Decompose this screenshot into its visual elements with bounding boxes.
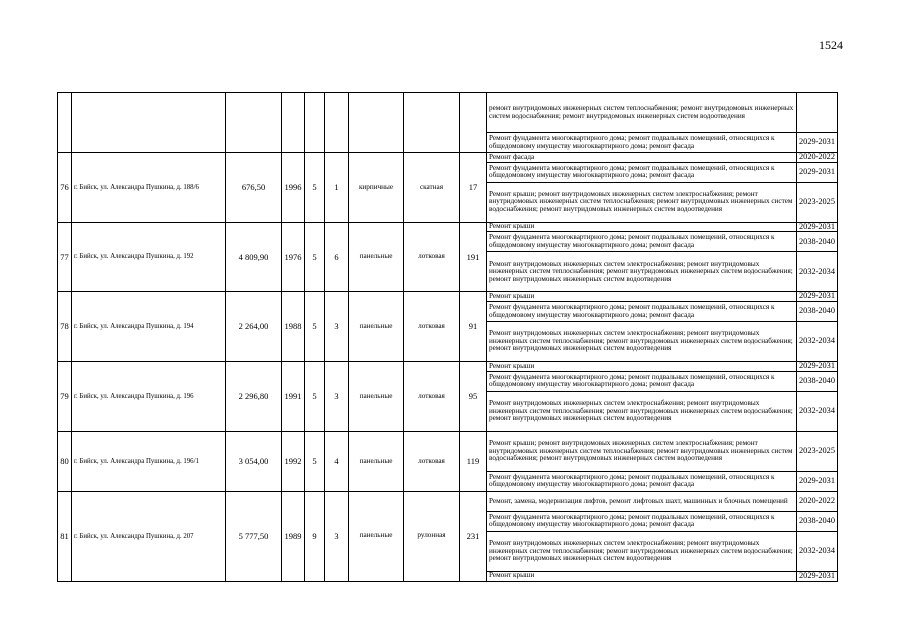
work-description: Ремонт крыши; ремонт внутридомовых инженерных систем электроснабжения; ремонт внутридомовых инженерных систем теплоснабжения; ремонт внутридомовых инженерных систем водоснабжения; ремонт внутридомовых инженерных систем водоотведения — [487, 182, 797, 222]
entrance-count: 4 — [325, 431, 349, 491]
work-period: 2032-2034 — [797, 322, 838, 362]
building-area: 5 777,50 — [226, 491, 282, 581]
table-row — [58, 491, 838, 511]
wall-material: кирпичные — [349, 153, 404, 223]
work-period: 2020-2022 — [797, 153, 838, 163]
work-description: Ремонт фундамента многоквартирного дома; ремонт подвальных помещений, относящихся к общедомовому имуществу многоквартирного дома; ремонт фасада — [487, 302, 797, 322]
building-address: г. Бийск, ул. Александра Пушкина, д. 188/6 — [72, 153, 226, 223]
flat-count: 91 — [460, 292, 487, 362]
work-description: Ремонт фундамента многоквартирного дома; ремонт подвальных помещений, относящихся к общедомовому имуществу многоквартирного дома; ремонт фасада — [487, 511, 797, 531]
build-year: 1976 — [282, 222, 305, 292]
work-period: 2029-2031 — [797, 362, 838, 372]
work-period: 2029-2031 — [797, 162, 838, 182]
work-period: 2029-2031 — [797, 133, 838, 153]
work-description: Ремонт крыши — [487, 292, 797, 302]
building-area: 2 264,00 — [226, 292, 282, 362]
row-number: 78 — [58, 292, 72, 362]
build-year: 1996 — [282, 153, 305, 223]
flats-cell — [460, 93, 487, 153]
row-number: 76 — [58, 153, 72, 223]
work-period: 2023-2025 — [797, 431, 838, 471]
row-number: 77 — [58, 222, 72, 292]
work-period: 2029-2031 — [797, 571, 838, 581]
building-area: 676,50 — [226, 153, 282, 223]
building-address: г. Бийск, ул. Александра Пушкина, д. 192 — [72, 222, 226, 292]
work-description: Ремонт крыши — [487, 571, 797, 581]
building-area: 2 296,80 — [226, 362, 282, 432]
work-description: Ремонт фундамента многоквартирного дома; ремонт подвальных помещений, относящихся к общедомовому имуществу многоквартирного дома; ремонт фасада — [487, 471, 797, 491]
work-period: 2032-2034 — [797, 531, 838, 571]
work-period: 2032-2034 — [797, 391, 838, 431]
work-period: 2023-2025 — [797, 182, 838, 222]
row-number: 79 — [58, 362, 72, 432]
building-address: г. Бийск, ул. Александра Пушкина, д. 196/1 — [72, 431, 226, 491]
floor-count: 5 — [305, 362, 325, 432]
wall-material: панельные — [349, 491, 404, 581]
building-address: г. Бийск, ул. Александра Пушкина, д. 194 — [72, 292, 226, 362]
work-description: Ремонт фундамента многоквартирного дома; ремонт подвальных помещений, относящихся к общедомовому имуществу многоквартирного дома; ремонт фасада — [487, 371, 797, 391]
work-description: Ремонт внутридомовых инженерных систем электроснабжения; ремонт внутридомовых инженерных систем теплоснабжения; ремонт внутридомовых инженерных систем водоснабжения; ремонт внутридомовых инженерных систем водоотведения — [487, 391, 797, 431]
floors-cell — [305, 93, 325, 153]
build-year: 1988 — [282, 292, 305, 362]
num-cell — [58, 93, 72, 153]
work-description: Ремонт крыши; ремонт внутридомовых инженерных систем электроснабжения; ремонт внутридомовых инженерных систем теплоснабжения; ремонт внутридомовых инженерных систем водоснабжения; ремонт внутридомовых инженерных систем водоотведения — [487, 431, 797, 471]
table-row — [58, 222, 838, 232]
area-cell — [226, 93, 282, 153]
page-number: 1524 — [819, 38, 843, 52]
work-description: Ремонт фундамента многоквартирного дома; ремонт подвальных помещений, относящихся к общедомовому имуществу многоквартирного дома; ремонт фасада — [487, 133, 797, 153]
work-description: Ремонт внутридомовых инженерных систем электроснабжения; ремонт внутридомовых инженерных систем теплоснабжения; ремонт внутридомовых инженерных систем водоснабжения; ремонт внутридомовых инженерных систем водоотведения — [487, 322, 797, 362]
roof-type: лотковая — [404, 292, 460, 362]
flat-count: 231 — [460, 491, 487, 581]
roof-cell — [404, 93, 460, 153]
work-period: 2032-2034 — [797, 252, 838, 292]
flat-count: 191 — [460, 222, 487, 292]
entrances-cell — [325, 93, 349, 153]
work-period: 2029-2031 — [797, 292, 838, 302]
roof-type: скатная — [404, 153, 460, 223]
work-description: Ремонт фундамента многоквартирного дома; ремонт подвальных помещений, относящихся к общедомовому имуществу многоквартирного дома; ремонт фасада — [487, 232, 797, 252]
table-row — [58, 362, 838, 372]
building-area: 3 054,00 — [226, 431, 282, 491]
roof-type: лотковая — [404, 362, 460, 432]
roof-type: рулонная — [404, 491, 460, 581]
work-period: 2038-2040 — [797, 232, 838, 252]
capital-repair-table — [57, 92, 838, 582]
work-description: Ремонт крыши — [487, 222, 797, 232]
entrance-count: 1 — [325, 153, 349, 223]
address-cell — [72, 93, 226, 153]
table-row — [58, 153, 838, 163]
work-period: 2029-2031 — [797, 471, 838, 491]
work-period — [797, 93, 838, 133]
table-row — [58, 292, 838, 302]
row-number: 81 — [58, 491, 72, 581]
building-address: г. Бийск, ул. Александра Пушкина, д. 196 — [72, 362, 226, 432]
work-period: 2020-2022 — [797, 491, 838, 511]
row-number: 80 — [58, 431, 72, 491]
roof-type: лотковая — [404, 431, 460, 491]
year-cell — [282, 93, 305, 153]
wall-material: панельные — [349, 222, 404, 292]
work-period: 2038-2040 — [797, 302, 838, 322]
flat-count: 17 — [460, 153, 487, 223]
entrance-count: 3 — [325, 491, 349, 581]
entrance-count: 3 — [325, 362, 349, 432]
roof-type: лотковая — [404, 222, 460, 292]
work-description: Ремонт внутридомовых инженерных систем электроснабжения; ремонт внутридомовых инженерных систем теплоснабжения; ремонт внутридомовых инженерных систем водоснабжения; ремонт внутридомовых инженерных систем водоотведения — [487, 252, 797, 292]
floor-count: 5 — [305, 292, 325, 362]
floor-count: 5 — [305, 222, 325, 292]
work-description: ремонт внутридомовых инженерных систем теплоснабжения; ремонт внутридомовых инженерных систем водоснабжения; ремонт внутридомовых инженерных систем водоотведения — [487, 93, 797, 133]
build-year: 1992 — [282, 431, 305, 491]
work-description: Ремонт, замена, модернизация лифтов, ремонт лифтовых шахт, машинных и блочных помещений — [487, 491, 797, 511]
entrance-count: 6 — [325, 222, 349, 292]
wall-material: панельные — [349, 292, 404, 362]
flat-count: 119 — [460, 431, 487, 491]
floor-count: 9 — [305, 491, 325, 581]
work-description: Ремонт внутридомовых инженерных систем электроснабжения; ремонт внутридомовых инженерных систем теплоснабжения; ремонт внутридомовых инженерных систем водоснабжения; ремонт внутридомовых инженерных систем водоотведения — [487, 531, 797, 571]
floor-count: 5 — [305, 153, 325, 223]
wall-cell — [349, 93, 404, 153]
work-period: 2038-2040 — [797, 371, 838, 391]
building-area: 4 809,90 — [226, 222, 282, 292]
wall-material: панельные — [349, 431, 404, 491]
table-row — [58, 93, 838, 133]
entrance-count: 3 — [325, 292, 349, 362]
wall-material: панельные — [349, 362, 404, 432]
work-description: Ремонт фасада — [487, 153, 797, 163]
work-description: Ремонт фундамента многоквартирного дома; ремонт подвальных помещений, относящихся к общедомовому имуществу многоквартирного дома; ремонт фасада — [487, 162, 797, 182]
work-description: Ремонт крыши — [487, 362, 797, 372]
build-year: 1989 — [282, 491, 305, 581]
work-period: 2038-2040 — [797, 511, 838, 531]
building-address: г. Бийск, ул. Александра Пушкина, д. 207 — [72, 491, 226, 581]
table-row — [58, 431, 838, 471]
floor-count: 5 — [305, 431, 325, 491]
work-period: 2029-2031 — [797, 222, 838, 232]
flat-count: 95 — [460, 362, 487, 432]
build-year: 1991 — [282, 362, 305, 432]
